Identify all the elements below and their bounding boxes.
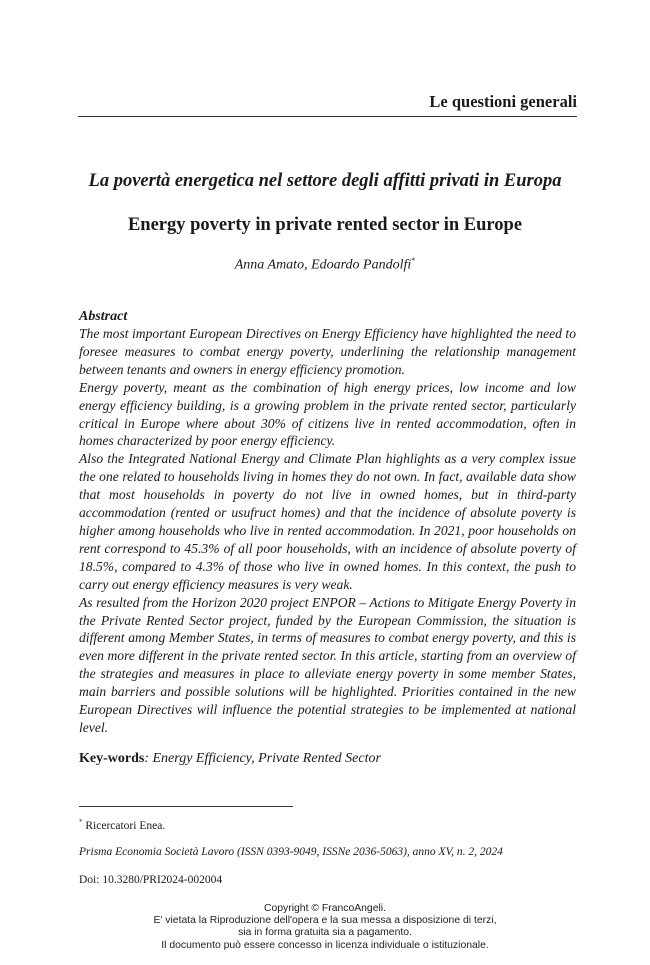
keywords-label: Key-words <box>79 751 145 766</box>
section-header: Le questioni generali <box>78 92 577 117</box>
footnote-text: Ricercatori Enea. <box>82 819 166 832</box>
abstract-paragraph: As resulted from the Horizon 2020 project ENPOR – Actions to Mitigate Energy Poverty in the Private Rented Sector project, funded by the European Commission, the situation is different among Member States, in terms of measures to combat energy poverty, and this is even more different in the private rented sector. In this article, starting from an overview of the strategies and measures in place to alleviate energy poverty in some member States, main barriers and possible solutions will be highlighted. Priorities contained in the new European Directives will influence the potential strategies to be implemented at national level. <box>79 594 576 735</box>
keywords-text: Energy Efficiency, Private Rented Sector <box>149 751 381 766</box>
doi: Doi: 10.3280/PRI2024-002004 <box>79 874 223 886</box>
abstract-paragraph: The most important European Directives on Energy Efficiency have highlighted the need to foresee measures to combat energy poverty, underlining the relationship management between tenants and owners in energy efficiency promotion. <box>79 326 576 377</box>
keywords <box>79 751 381 767</box>
journal-citation: Prisma Economia Società Lavoro (ISSN 0393-9049, ISSNe 2036-5063), anno XV, n. 2, 2024 <box>79 846 503 858</box>
footnote-divider <box>79 806 293 807</box>
author-footnote-marker: * <box>411 256 416 265</box>
article-authors <box>0 256 650 274</box>
abstract-body <box>79 325 576 737</box>
copyright-notice <box>0 903 650 952</box>
abstract-heading: Abstract <box>79 309 128 324</box>
author-names: Anna Amato, Edoardo Pandolfi <box>234 257 412 273</box>
copyright-line: Copyright © FrancoAngeli. <box>263 903 386 914</box>
footnote-marker: * <box>79 818 83 826</box>
abstract-paragraph: Also the Integrated National Energy and Climate Plan highlights as a very complex issue the one related to households living in homes they do not own. In fact, available data show that most households in poverty do not live in owned homes, but in third-party accommodation (rented or usufruct homes) and that the incidence of absolute poverty is higher among households who live in rented accommodation. In 2021, poor households on rent correspond to 45.3% of all poor households, with an incidence of absolute poverty of 18.5%, compared to 4.3% of those who live in owned homes. In this context, the push to carry out energy efficiency measures is very weak. <box>79 451 576 592</box>
keywords-separator: : <box>144 751 149 766</box>
abstract-paragraph: Energy poverty, meant as the combination of high energy prices, low income and low energy efficiency building, is a growing problem in the private rented sector, particularly critical in Europe where about 30% of citizens live in rented accommodation, often in homes characterized by poor energy efficiency. <box>79 379 576 449</box>
article-title-italian: La povertà energetica nel settore degli affitti privati in Europa <box>88 171 562 191</box>
footnote <box>79 818 165 832</box>
copyright-line: Il documento può essere concesso in licenza individuale o istituzionale. <box>161 939 489 951</box>
copyright-line: E' vietata la Riproduzione dell'opera e la sua messa a disposizione di terzi, <box>153 915 497 927</box>
article-title-english: Energy poverty in private rented sector in Europe <box>127 215 523 235</box>
copyright-line: sia in forma gratuita sia a pagamento. <box>238 927 412 939</box>
